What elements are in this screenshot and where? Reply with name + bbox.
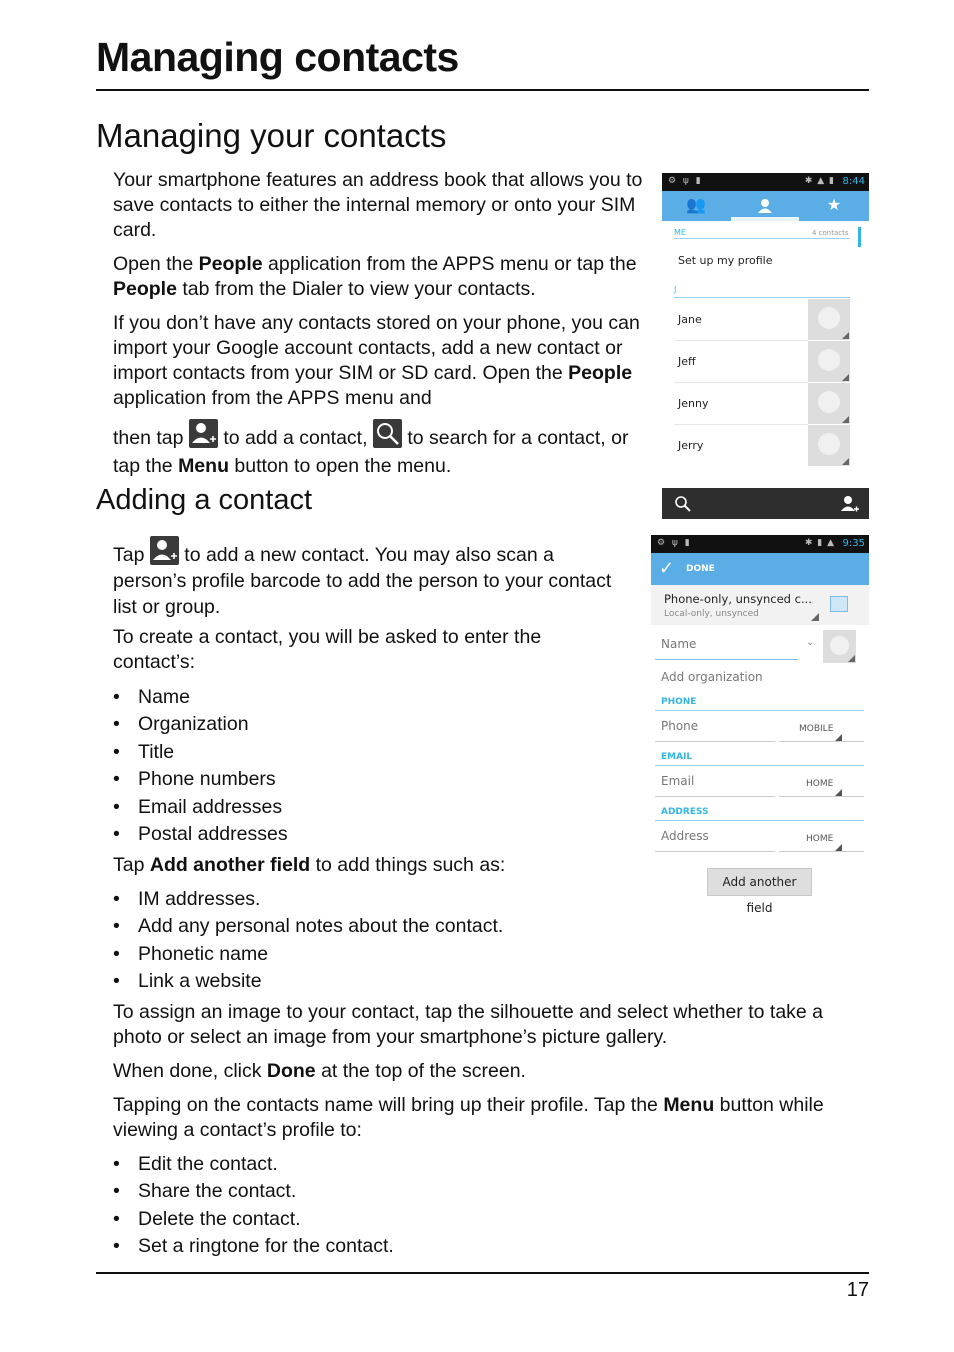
email-type-select[interactable]: HOME [806,779,834,789]
paragraph-tap-add: Tap to add a new contact. You may also scan a person’s profile barcode to add the person to your contact list or group. [113,536,613,620]
account-title: Phone-only, unsynced c... [664,592,812,606]
setup-profile-row[interactable]: Set up my profile [678,254,773,267]
paragraph-tapping-name: Tapping on the contacts name will bring up their profile. Tap the Menu button while viewing a contact’s profile to: [113,1094,824,1141]
contact-card-icon [830,596,848,612]
people-bottom-bar [662,488,869,519]
people-tabbar [662,191,869,221]
row-divider [674,340,808,341]
search-icon[interactable] [674,495,692,513]
avatar[interactable] [808,299,850,340]
paragraph-assign-image: To assign an image to your contact, tap the silhouette and select whether to take a photo or select an image from your smartphone’s picture gallery. [113,1001,824,1048]
list-item: • Name [113,684,288,711]
photo-silhouette[interactable] [823,630,856,663]
title-rule [96,89,869,91]
list-item: • Add any personal notes about the contact. [113,913,503,940]
contact-jane[interactable]: Jane [678,313,702,326]
new-contact-screenshot [651,535,869,915]
section-heading-adding: Adding a contact [96,484,313,516]
list-item: • Set a ringtone for the contact. [113,1233,394,1260]
scrollbar[interactable] [858,227,861,247]
paragraph-when-done: When done, click Done at the top of the screen. [113,1060,526,1082]
list-item: • Organization [113,711,288,738]
avatar[interactable] [808,341,850,382]
notification-icons: ⚙ ψ ▮ [657,538,692,548]
email-label: EMAIL [661,752,693,762]
person-icon [757,198,773,214]
status-bar [651,535,869,553]
list-item: • Phonetic name [113,941,503,968]
search-icon [373,419,402,448]
done-bar[interactable] [651,553,869,585]
tab-groups[interactable] [662,191,730,221]
profile-actions-list [113,1151,394,1261]
list-item: • IM addresses. [113,886,503,913]
field-underline [779,851,864,852]
field-underline [779,741,864,742]
organization-field[interactable]: Add organization [661,670,763,684]
contacts-count: 4 contacts [812,229,849,237]
notification-icons: ⚙ ψ ▮ [668,176,703,186]
page-title: Managing contacts [96,34,459,80]
list-item: • Title [113,739,288,766]
list-item: • Postal addresses [113,821,288,848]
dropdown-icon [835,734,842,741]
add-contact-icon[interactable] [840,494,860,514]
paragraph-intro: Your smartphone features an address book that allows you to save contacts to either the internal memory or onto your SIM card. [113,169,643,241]
section-divider [674,238,850,239]
field-underline [655,659,798,660]
phone-field[interactable]: Phone [661,719,699,733]
dropdown-icon [811,613,819,621]
phone-type-select[interactable]: MOBILE [799,724,834,734]
section-divider [655,765,864,766]
check-icon: ✓ [659,558,675,579]
avatar[interactable] [808,383,850,424]
tab-contacts[interactable] [731,191,799,221]
section-divider [655,710,864,711]
status-time: 8:44 [842,176,865,187]
extra-fields-list [113,886,503,996]
section-divider [655,820,864,821]
address-type-select[interactable]: HOME [806,834,834,844]
dropdown-icon [835,789,842,796]
paragraph-import: If you don’t have any contacts stored on your phone, you can import your Google account contacts, add a new contact or import contacts from your SIM or SD card. Open the People application from the APPS menu and [113,312,640,409]
status-bar [662,173,869,191]
email-field[interactable]: Email [661,774,695,788]
j-section-label: J [674,285,677,294]
address-label: ADDRESS [661,807,709,817]
people-screenshot [662,173,869,469]
paragraph-create-contact: To create a contact, you will be asked to enter the contact’s: [113,626,542,673]
field-underline [655,851,775,852]
paragraph-then-tap: then tap to add a contact, to search for a contact, or tap the Menu button to open the menu. [113,419,648,480]
footer-rule [96,1272,869,1274]
contact-fields-list [113,684,288,848]
done-button[interactable]: DONE [686,564,715,574]
groups-icon: 👥 [686,195,706,214]
me-section-label: ME [674,228,686,237]
signal-icons: ✱ ▮ ▲ [804,538,835,548]
chevron-down-icon[interactable]: ⌄ [806,637,815,648]
row-divider [674,424,808,425]
list-item: • Edit the contact. [113,1151,394,1178]
account-selector[interactable] [651,585,869,625]
name-field[interactable]: Name [661,637,697,651]
list-item: • Share the contact. [113,1178,394,1205]
field-underline [779,796,864,797]
account-subtitle: Local-only, unsynced [664,609,759,619]
avatar[interactable] [808,425,850,466]
contact-jeff[interactable]: Jeff [678,355,696,368]
dropdown-icon [835,844,842,851]
page-number: 17 [846,1279,869,1301]
signal-icons: ✱ ▲ ▮ [804,176,835,186]
section-heading-managing: Managing your contacts [96,117,447,154]
list-item: • Delete the contact. [113,1206,394,1233]
add-another-field-button[interactable]: Add another field [707,868,812,896]
address-field[interactable]: Address [661,829,709,843]
field-underline [655,796,775,797]
add-contact-icon [189,419,218,448]
paragraph-add-another-field: Tap Add another field to add things such as: [113,854,506,876]
add-contact-icon [150,536,179,565]
status-time: 9:35 [842,538,865,549]
list-item: • Email addresses [113,794,288,821]
contact-jenny[interactable]: Jenny [678,397,709,410]
list-item: • Link a website [113,968,503,995]
list-item: • Phone numbers [113,766,288,793]
star-icon: ★ [826,195,842,214]
tab-favorites[interactable] [800,191,868,221]
phone-label: PHONE [661,697,697,707]
field-underline [655,741,775,742]
row-divider [674,382,808,383]
section-divider [674,297,850,298]
paragraph-open-people: Open the People application from the APPS menu or tap the People tab from the Dialer to view your contacts. [113,253,637,300]
contact-jerry[interactable]: Jerry [678,439,704,452]
